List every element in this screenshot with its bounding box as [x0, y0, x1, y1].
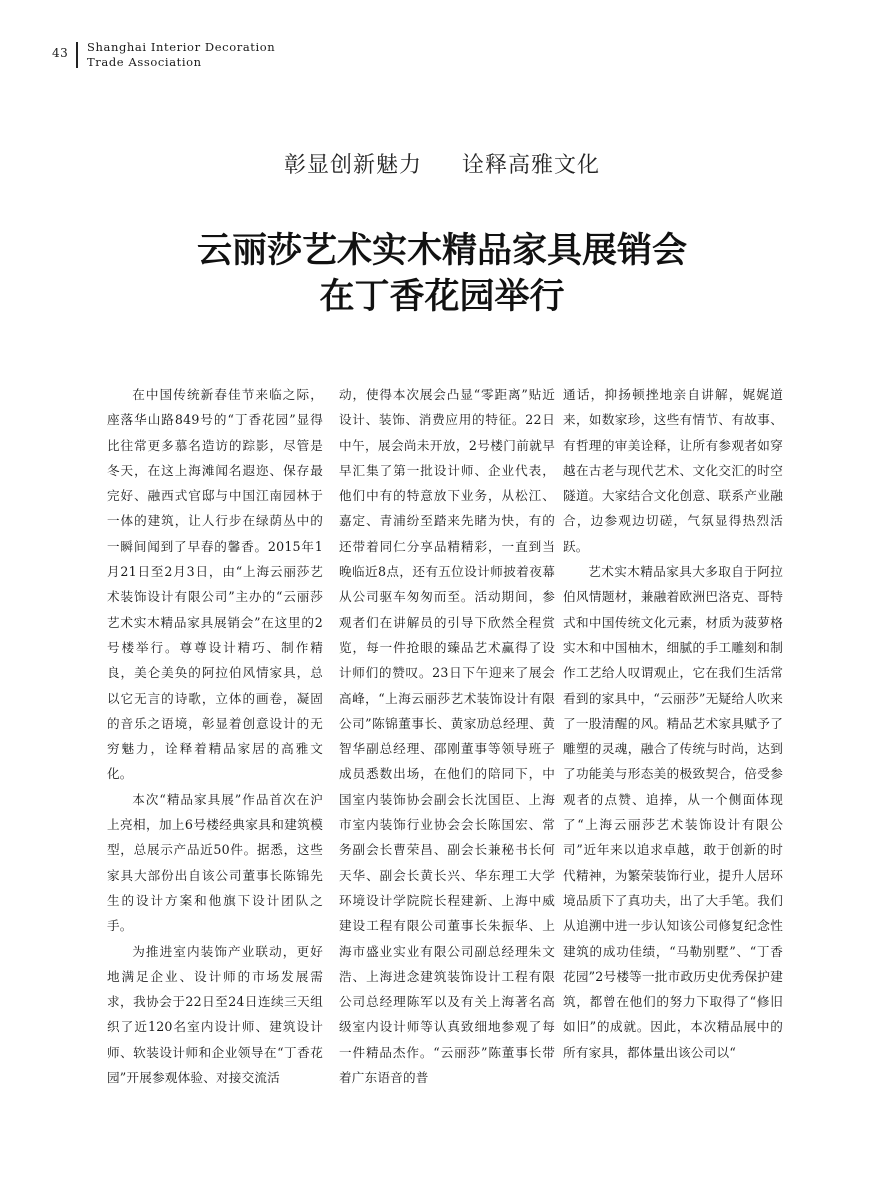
title-line-1: 云丽莎艺术实木精品家具展销会	[196, 230, 687, 271]
paragraph: 本次“精品家具展”作品首次在沪上亮相，加上6号楼经典家具和建筑模型，总展示产品近50件。据悉，这些家具大部份出自该公司董事长陈锦先生的设计方案和他旗下设计团队之手。	[107, 791, 323, 934]
paragraph: 为推进室内装饰产业联动，更好地满足企业、设计师的市场发展需求，我协会于22日至24日连续三天组织了近120名室内设计师、建筑设计师、软装设计师和企业领导在“丁香花园”开展参观体验、对接交流活	[107, 943, 323, 1086]
article-title	[0, 228, 884, 320]
association-name-line1: Shanghai Interior Decoration	[87, 40, 276, 54]
paragraph: 通话，抑扬顿挫地亲自讲解，娓娓道来，如数家珍，这些有情节、有故事、有哲理的审美诠释，让所有参观者如穿越在古老与现代艺术、文化交汇的时空隧道。大家结合文化创意、联系产业融合，边参观边切磋，气氛显得热烈活跃。	[563, 387, 783, 554]
article-body	[107, 382, 787, 1102]
article-subtitle	[0, 148, 884, 179]
text-column-3	[563, 382, 783, 1065]
header-divider	[76, 42, 78, 68]
subtitle-part-2: 诠释高雅文化	[462, 153, 601, 178]
page-number: 43	[52, 46, 69, 60]
association-name	[87, 40, 275, 70]
paragraph: 艺术实木精品家具大多取自于阿拉伯风情题材，兼融着欧洲巴洛克、哥特式和中国传统文化元素，材质为菠萝格实木和中国柚木，细腻的手工雕刻和制作工艺给人叹谓观止，它在我们生活常看到的家具中，“云丽莎”无疑给人吹来了一股清醒的风。精品艺术家具赋予了雕塑的灵魂，融合了传统与时尚，达到了功能美与形态美的极致契合，倍受参观者的点赞、追捧，从一个侧面体现了“上海云丽莎艺术装饰设计有限公司”近年来以追求卓越，敢于创新的时代精神，为繁荣装饰行业，提升人居环境品质下了真功夫，出了大手笔。我们从追溯中进一步认知该公司修复纪念性建筑的成功佳绩，“马勒别墅”、“丁香花园”2号楼等一批市政历史优秀保护建筑，都曾在他们的努力下取得了“修旧如旧”的成就。因此，本次精品展中的所有家具，都体量出该公司以“	[563, 564, 783, 1060]
text-column-2	[339, 382, 555, 1090]
paragraph: 在中国传统新春佳节来临之际，座落华山路849号的“丁香花园”显得比往常更多慕名造访的踪影，尽管是冬天，在这上海滩闻名遐迩、保存最完好、融西式官邸与中国江南园林于一体的建筑，让人行步在绿荫丛中的一瞬间闻到了早春的馨香。2015年1月21日至2月3日，由“上海云丽莎艺术装饰设计有限公司”主办的“云丽莎艺术实木精品家具展销会”在这里的2号楼举行。尊尊设计精巧、制作精良，美仑美奂的阿拉伯风情家具，总以它无言的诗歌，立体的画卷，凝固的音乐之语境，彰显着创意设计的无穷魅力，诠释着精品家居的高雅文化。	[107, 387, 323, 782]
text-column-1	[107, 382, 323, 1090]
subtitle-part-1: 彰显创新魅力	[283, 153, 422, 178]
association-name-line2: Trade Association	[87, 55, 202, 69]
title-line-2: 在丁香花园举行	[319, 276, 565, 317]
paragraph: 动，使得本次展会凸显“零距离”贴近设计、装饰、消费应用的特征。22日中午，展会尚未开放，2号楼门前就早早汇集了第一批设计师、企业代表，他们中有的特意放下业务，从松江、嘉定、青浦纷至踏来先睹为快，有的还带着同仁分享品精精彩，一直到当晚临近8点，还有五位设计师披着夜幕从公司驱车匆匆而至。活动期间，参观者们在讲解员的引导下欣然全程赏览，每一件抢眼的臻品艺术赢得了设计师们的赞叹。23日下午迎来了展会高峰，“上海云丽莎艺术装饰设计有限公司”陈锦董事长、黄家劢总经理、黄智华副总经理、邵刚董事等领导班子成员悉数出场，在他们的陪同下，中国室内装饰协会副会长沈国臣、上海市室内装饰行业协会会长陈国宏、常务副会长曹荣昌、副会长兼秘书长何天华、副会长黄长兴、华东理工大学环境设计学院院长程建新、上海中威建设工程有限公司董事长朱振华、上海市盛业实业有限公司副总经理朱文浩、上海进念建筑装饰设计工程有限公司总经理陈军以及有关上海著名高级室内设计师等认真致细地参观了每一件精品杰作。“云丽莎”陈董事长带着广东语音的普	[339, 387, 555, 1086]
